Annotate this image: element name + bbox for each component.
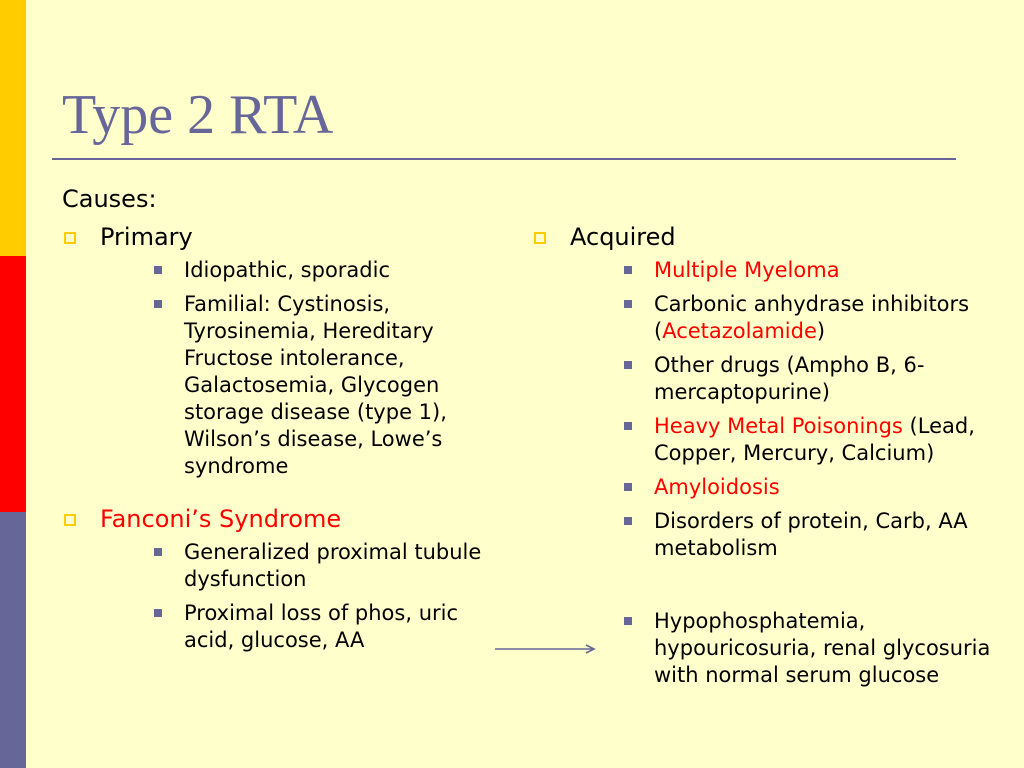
acquired-item-cai: Carbonic anhydrase inhibitors ( (654, 292, 970, 343)
acquired-item-disorders: Disorders of protein, Carb, AA metabolism (654, 509, 968, 560)
primary-label: Primary (100, 223, 193, 251)
primary-item-familial: Familial: Cystinosis, Tyrosinemia, Hereditary Fructose intolerance, Galactosemia, Glycogen storage disease (type 1), Wilson’s disease, Lowe’s syndrome (184, 292, 447, 478)
right-column (532, 222, 1016, 696)
acquired-item-cai-drug: Acetazolamide (662, 319, 817, 343)
square-bullet-icon (624, 361, 632, 369)
fanconi-sublist (100, 539, 502, 654)
square-bullet-icon (154, 266, 162, 274)
square-bullet-icon (624, 517, 632, 525)
list-item (570, 257, 1016, 284)
fanconi-item-proximal-loss: Proximal loss of phos, uric acid, glucose, AA (184, 601, 459, 652)
acquired-item-hypophos: Hypophosphatemia, hypouricosuria, renal glycosuria with normal serum glucose (654, 609, 991, 687)
acquired-item-heavy-metal: Heavy Metal Poisonings (654, 414, 903, 438)
hollow-square-bullet-icon (534, 232, 546, 244)
square-bullet-icon (624, 266, 632, 274)
acquired-item-amyloidosis: Amyloidosis (654, 475, 780, 499)
acquired-sublist (570, 257, 1016, 689)
list-item (570, 608, 1016, 689)
fanconi-label: Fanconi’s Syndrome (100, 505, 342, 533)
list-item (100, 257, 502, 284)
acquired-item-other-drugs: Other drugs (Ampho B, 6-mercaptopurine) (654, 353, 925, 404)
square-bullet-icon (154, 300, 162, 308)
acquired-item-cai-close: ) (816, 319, 826, 343)
list-item (570, 291, 1016, 345)
list-item (570, 352, 1016, 406)
slide-title: Type 2 RTA (62, 84, 334, 146)
square-bullet-icon (154, 609, 162, 617)
hollow-square-bullet-icon (64, 232, 76, 244)
acquired-label: Acquired (570, 223, 676, 251)
primary-item-idiopathic: Idiopathic, sporadic (184, 258, 391, 282)
square-bullet-icon (624, 300, 632, 308)
list-item (570, 508, 1016, 562)
hollow-square-bullet-icon (64, 514, 76, 526)
fanconi-bullet (62, 504, 502, 654)
list-item (570, 413, 1016, 467)
accent-band-slate (0, 512, 26, 768)
acquired-item-heavy-metal-detail: (Lead, Copper, Mercury, Calcium) (654, 414, 975, 465)
primary-bullet (62, 222, 502, 480)
primary-sublist (100, 257, 502, 480)
acquired-bullet (532, 222, 1016, 689)
accent-band-red (0, 256, 26, 512)
list-item (100, 291, 502, 480)
square-bullet-icon (154, 548, 162, 556)
causes-label: Causes: (62, 185, 157, 213)
title-underline (52, 158, 956, 160)
arrow-right-icon (494, 643, 602, 655)
acquired-item-myeloma: Multiple Myeloma (654, 258, 840, 282)
left-column (62, 222, 502, 661)
square-bullet-icon (624, 617, 632, 625)
list-item (100, 539, 502, 593)
square-bullet-icon (624, 422, 632, 430)
fanconi-item-generalized: Generalized proximal tubule dysfunction (184, 540, 482, 591)
accent-band-yellow (0, 0, 26, 256)
list-item (100, 600, 502, 654)
list-item (570, 474, 1016, 501)
square-bullet-icon (624, 483, 632, 491)
